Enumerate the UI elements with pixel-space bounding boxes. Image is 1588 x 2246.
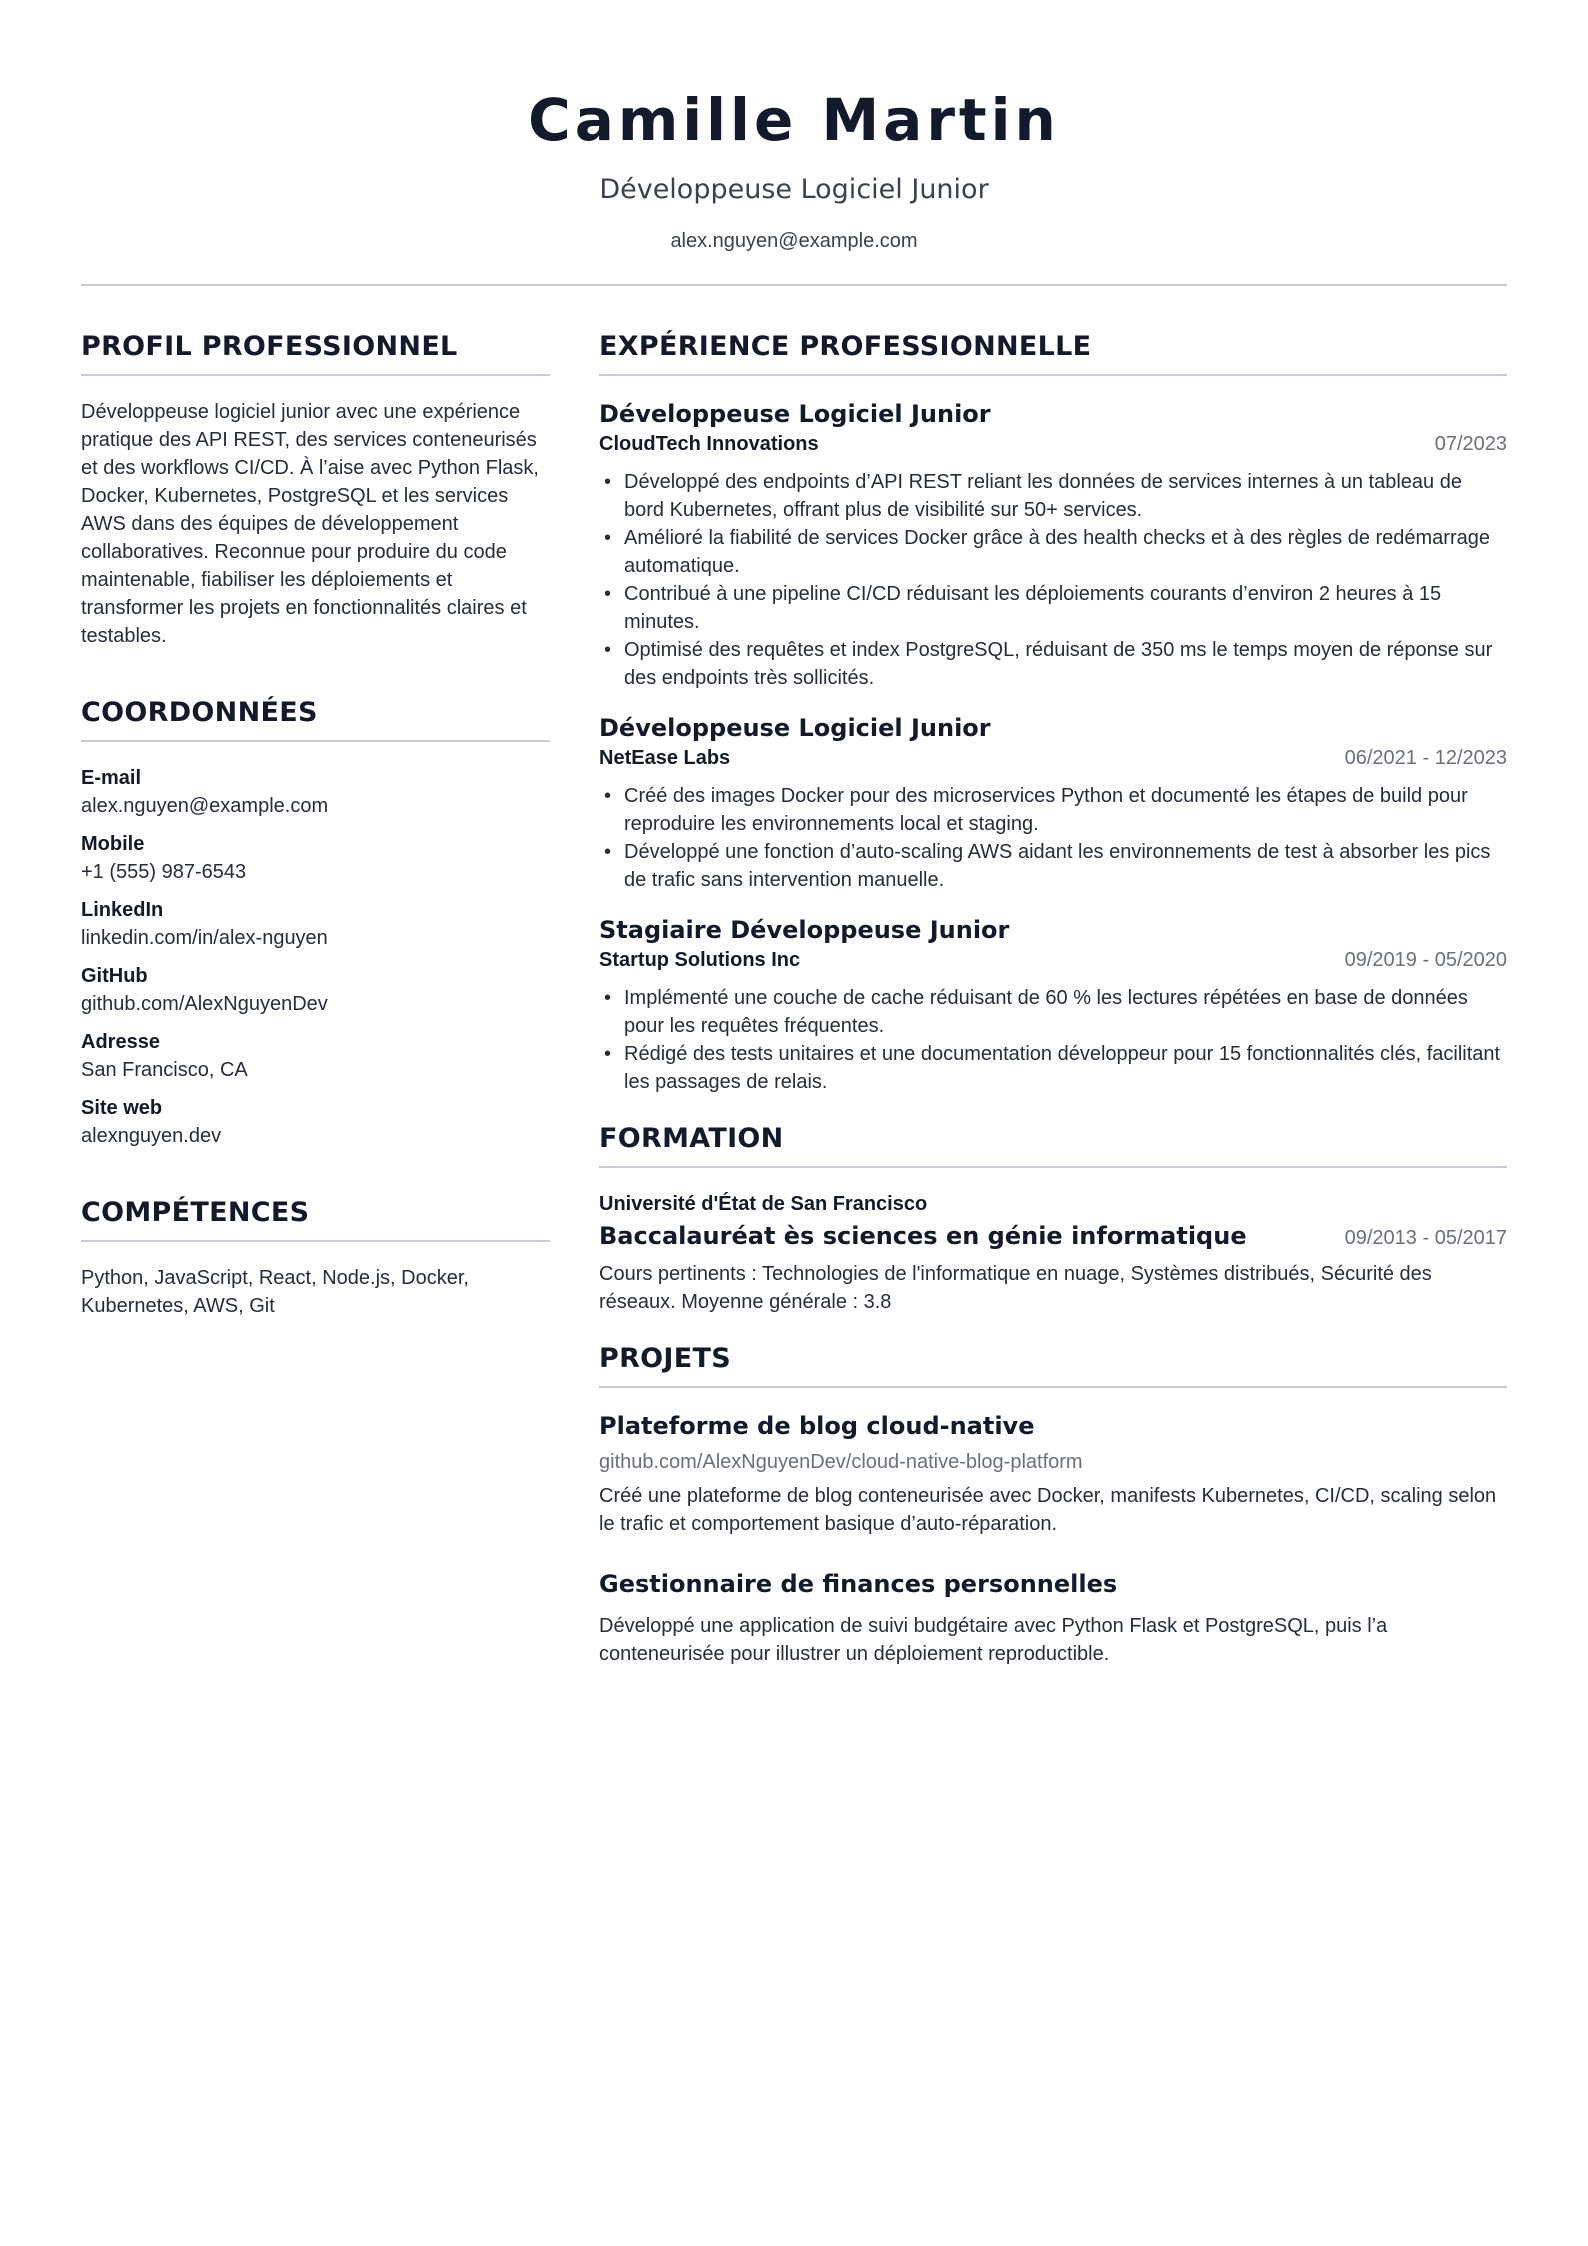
skills-heading: COMPÉTENCES (81, 1196, 550, 1242)
project-link[interactable]: github.com/AlexNguyenDev/cloud-native-blog-platform (599, 1451, 1083, 1473)
education-heading: FORMATION (599, 1122, 1507, 1168)
project-entry (599, 1568, 1507, 1668)
contact-value-address: San Francisco, CA (81, 1059, 248, 1081)
job-date: 09/2019 - 05/2020 (1344, 949, 1507, 971)
candidate-name: Camille Martin (528, 86, 1060, 154)
contact-item-mobile (81, 830, 550, 886)
job-bullet: • Développé une fonction d’auto-scaling AWS aidant les environnements de test à absorber les pics de trafic sans intervention manuelle. (599, 838, 1507, 894)
contact-item-website (81, 1094, 550, 1150)
job-meta (599, 430, 1507, 458)
job-company: Startup Solutions Inc (599, 949, 801, 971)
experience-section (599, 330, 1507, 1096)
projects-section (599, 1342, 1507, 1668)
job-bullet: • Développé des endpoints d’API REST reliant les données de services internes à un tableau de bord Kubernetes, offrant plus de visibilité sur 50+ services. (599, 468, 1507, 524)
header-divider (81, 284, 1507, 286)
job-meta (599, 946, 1507, 974)
job-title: Stagiaire Développeuse Junior (599, 916, 1010, 944)
education-date: 09/2013 - 05/2017 (1344, 1227, 1507, 1249)
job-bullet: • Créé des images Docker pour des microservices Python et documenté les étapes de build pour reproduire les environnements local et staging. (599, 782, 1507, 838)
job-entry (599, 712, 1507, 894)
education-section (599, 1122, 1507, 1316)
contact-item-github (81, 962, 550, 1018)
job-bullet: • Rédigé des tests unitaires et une documentation développeur pour 15 fonctionnalités clés, facilitant les passages de relais. (599, 1040, 1507, 1096)
job-date: 07/2023 (1434, 433, 1507, 455)
header-email: alex.nguyen@example.com (670, 230, 918, 252)
contact-value-github: github.com/AlexNguyenDev (81, 993, 328, 1015)
contact-value-website: alexnguyen.dev (81, 1125, 222, 1147)
contact-section (81, 696, 550, 1150)
degree-row (599, 1220, 1507, 1252)
job-entry (599, 914, 1507, 1096)
resume-header (81, 0, 1507, 254)
skills-text: Python, JavaScript, React, Node.js, Docker, Kubernetes, AWS, Git (81, 1267, 469, 1317)
contact-label: Mobile (81, 833, 145, 855)
contact-heading: COORDONNÉES (81, 696, 550, 742)
job-title: Développeuse Logiciel Junior (599, 714, 991, 742)
contact-value-mobile: +1 (555) 987-6543 (81, 861, 247, 883)
profile-heading: PROFIL PROFESSIONNEL (81, 330, 550, 376)
job-title: Développeuse Logiciel Junior (599, 400, 991, 428)
skills-section (81, 1196, 550, 1320)
contact-item-address (81, 1028, 550, 1084)
job-meta (599, 744, 1507, 772)
contact-label: Site web (81, 1097, 163, 1119)
job-entry (599, 398, 1507, 692)
education-details: Cours pertinents : Technologies de l'informatique en nuage, Systèmes distribués, Sécurité des réseaux. Moyenne générale : 3.8 (599, 1263, 1432, 1313)
resume-columns (81, 330, 1507, 1714)
contact-item-email (81, 764, 550, 820)
project-title: Gestionnaire de finances personnelles (599, 1570, 1118, 1598)
contact-value-linkedin: linkedin.com/in/alex-nguyen (81, 927, 328, 949)
right-column (599, 330, 1507, 1714)
project-description: Développé une application de suivi budgétaire avec Python Flask et PostgreSQL, puis l’a conteneurisée pour illustrer un déploiement reproductible. (599, 1615, 1388, 1665)
job-bullet: • Optimisé des requêtes et index PostgreSQL, réduisant de 350 ms le temps moyen de réponse sur des endpoints très sollicités. (599, 636, 1507, 692)
job-bullets (599, 468, 1507, 692)
job-company: NetEase Labs (599, 747, 731, 769)
contact-label: E-mail (81, 767, 142, 789)
job-bullet: • Implémenté une couche de cache réduisant de 60 % les lectures répétées en base de données pour les requêtes fréquentes. (599, 984, 1507, 1040)
contact-label: Adresse (81, 1031, 160, 1053)
job-company: CloudTech Innovations (599, 433, 819, 455)
contact-value-email: alex.nguyen@example.com (81, 795, 329, 817)
job-bullets (599, 782, 1507, 894)
job-bullet: • Amélioré la fiabilité de services Docker grâce à des health checks et à des règles de redémarrage automatique. (599, 524, 1507, 580)
school-name: Université d'État de San Francisco (599, 1193, 928, 1215)
profile-text: Développeuse logiciel junior avec une expérience pratique des API REST, des services conteneurisés et des workflows CI/CD. À l’aise avec Python Flask, Docker, Kubernetes, PostgreSQL et les services AWS dans des équipes de développement collaboratives. Reconnue pour produire du code maintenable, fiabiliser les déploiements et transformer les projets en fonctionnalités claires et testables. (81, 401, 539, 647)
contact-label: GitHub (81, 965, 148, 987)
projects-heading: PROJETS (599, 1342, 1507, 1388)
contact-label: LinkedIn (81, 899, 164, 921)
job-bullets (599, 984, 1507, 1096)
left-column (81, 330, 550, 1714)
degree-title: Baccalauréat ès sciences en génie informatique (599, 1222, 1247, 1250)
project-title: Plateforme de blog cloud-native (599, 1412, 1035, 1440)
job-bullet: • Contribué à une pipeline CI/CD réduisant les déploiements courants d’environ 2 heures à 15 minutes. (599, 580, 1507, 636)
project-entry (599, 1410, 1507, 1538)
job-date: 06/2021 - 12/2023 (1344, 747, 1507, 769)
experience-heading: EXPÉRIENCE PROFESSIONNELLE (599, 330, 1507, 376)
candidate-title: Développeuse Logiciel Junior (599, 174, 989, 205)
project-description: Créé une plateforme de blog conteneurisée avec Docker, manifests Kubernetes, CI/CD, scaling selon le trafic et comportement basique d’auto-réparation. (599, 1485, 1497, 1535)
contact-item-linkedin (81, 896, 550, 952)
profile-section (81, 330, 550, 650)
